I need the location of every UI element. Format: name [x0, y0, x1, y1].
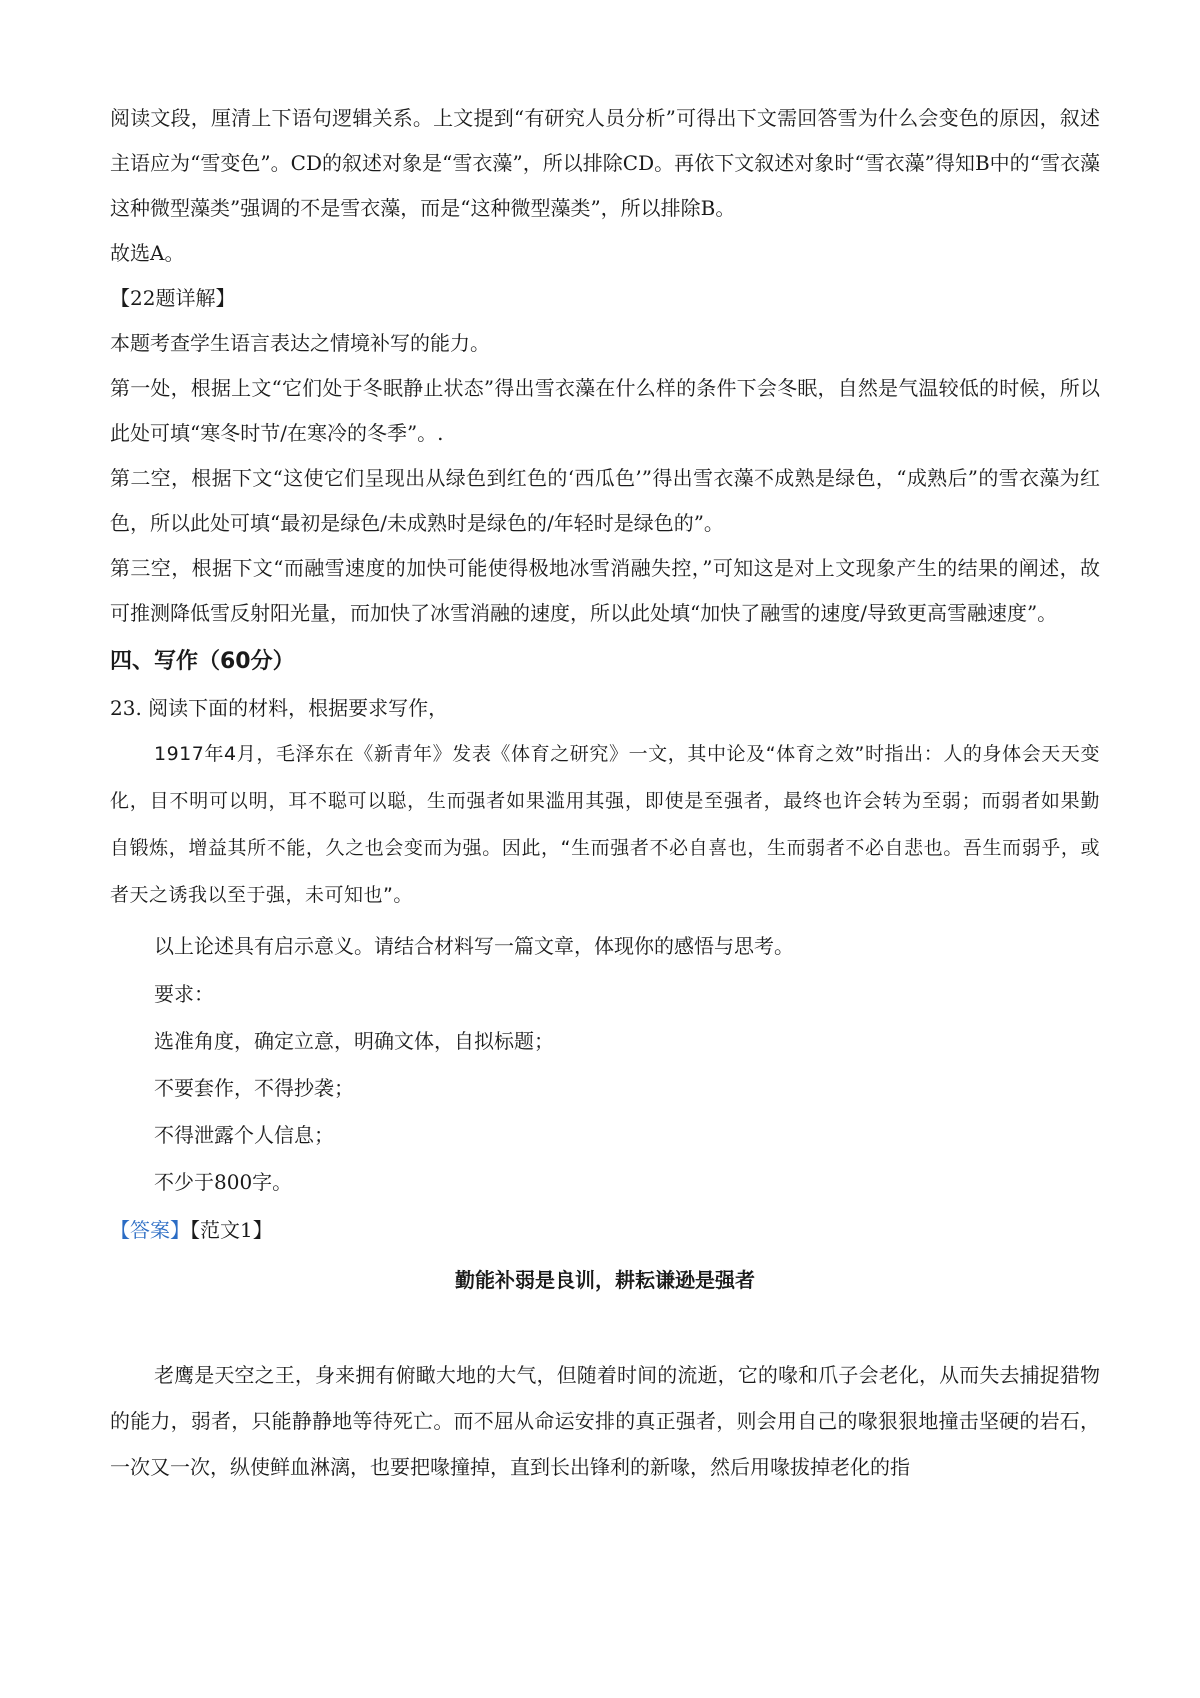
blank-2-explanation: 第二空，根据下文“这使它们呈现出从绿色到红色的‘西瓜色’”得出雪衣藻不成熟是绿色，“成熟后”的雪衣藻为红色，所以此处可填“最初是绿色/未成熟时是绿色的/年轻时是绿色的”。: [110, 466, 1100, 535]
writing-prompt: 以上论述具有启示意义。请结合材料写一篇文章，体现你的感悟与思考。: [154, 934, 794, 958]
essay-title: 勤能补弱是良训，耕耘谦逊是强者: [455, 1268, 755, 1292]
document-content: [110, 96, 1100, 1490]
reading-material: 1917年4月，毛泽东在《新青年》发表《体育之研究》一文，其中论及“体育之效”时指出：人的身体会天天变化，目不明可以明，耳不聪可以聪，生而强者如果滥用其强，即使是至强者，最终也许会转为至弱；而弱者如果勤自锻炼，增益其所不能，久之也会变而为强。因此，“生而强者不必自喜也，生而弱者不必自悲也。吾生而弱乎，或者天之诱我以至于强，未可知也”。: [110, 743, 1100, 906]
requirement-item: 不得泄露个人信息；: [154, 1123, 334, 1147]
blank-1-explanation: 第一处，根据上文“它们处于冬眠静止状态”得出雪衣藻在什么样的条件下会冬眠，自然是气温较低的时候，所以此处可填“寒冬时节/在寒冷的冬季”。.: [110, 376, 1100, 445]
question-23-intro: 23. 阅读下面的材料，根据要求写作，: [110, 696, 449, 720]
blank-3-explanation: 第三空，根据下文“而融雪速度的加快可能使得极地冰雪消融失控，”可知这是对上文现象产生的结果的阐述，故可推测降低雪反射阳光量，而加快了冰雪消融的速度，所以此处填“加快了融雪的速度/导致更高雪融速度”。: [110, 556, 1100, 625]
answer-choice-21: 故选A。: [110, 241, 185, 265]
answer-line: [110, 1206, 1100, 1254]
requirement-item: 不少于800字。: [154, 1170, 293, 1194]
writing-section-heading: 四、写作（60分）: [110, 649, 295, 674]
analysis-paragraph-21: 阅读文段，厘清上下语句逻辑关系。上文提到“有研究人员分析”可得出下文需回答雪为什么会变色的原因，叙述主语应为“雪变色”。CD的叙述对象是“雪衣藻”，所以排除CD。再依下文叙述对象时“雪衣藻”得知B中的“雪衣藻这种微型藻类”强调的不是雪衣藻，而是“这种微型藻类”，所以排除B。: [110, 106, 1100, 220]
question-22-heading: 【22题详解】: [110, 286, 236, 310]
answer-label: 【答案】: [110, 1218, 190, 1242]
requirements-label: 要求：: [154, 982, 214, 1006]
essay-body: 老鹰是天空之王，身来拥有俯瞰大地的大气，但随着时间的流逝，它的喙和爪子会老化，从而失去捕捉猎物的能力，弱者，只能静静地等待死亡。而不屈从命运安排的真正强者，则会用自己的喙狠狠地撞击坚硬的岩石，一次又一次，纵使鲜血淋漓，也要把喙撞掉，直到长出锋利的新喙，然后用喙拔掉老化的指: [110, 1363, 1100, 1479]
question-22-summary: 本题考查学生语言表达之情境补写的能力。: [110, 331, 490, 355]
sample-essay-label: 【范文1】: [190, 1218, 273, 1242]
requirement-item: 选准角度，确定立意，明确文体，自拟标题；: [154, 1029, 554, 1053]
requirement-item: 不要套作，不得抄袭；: [154, 1076, 354, 1100]
